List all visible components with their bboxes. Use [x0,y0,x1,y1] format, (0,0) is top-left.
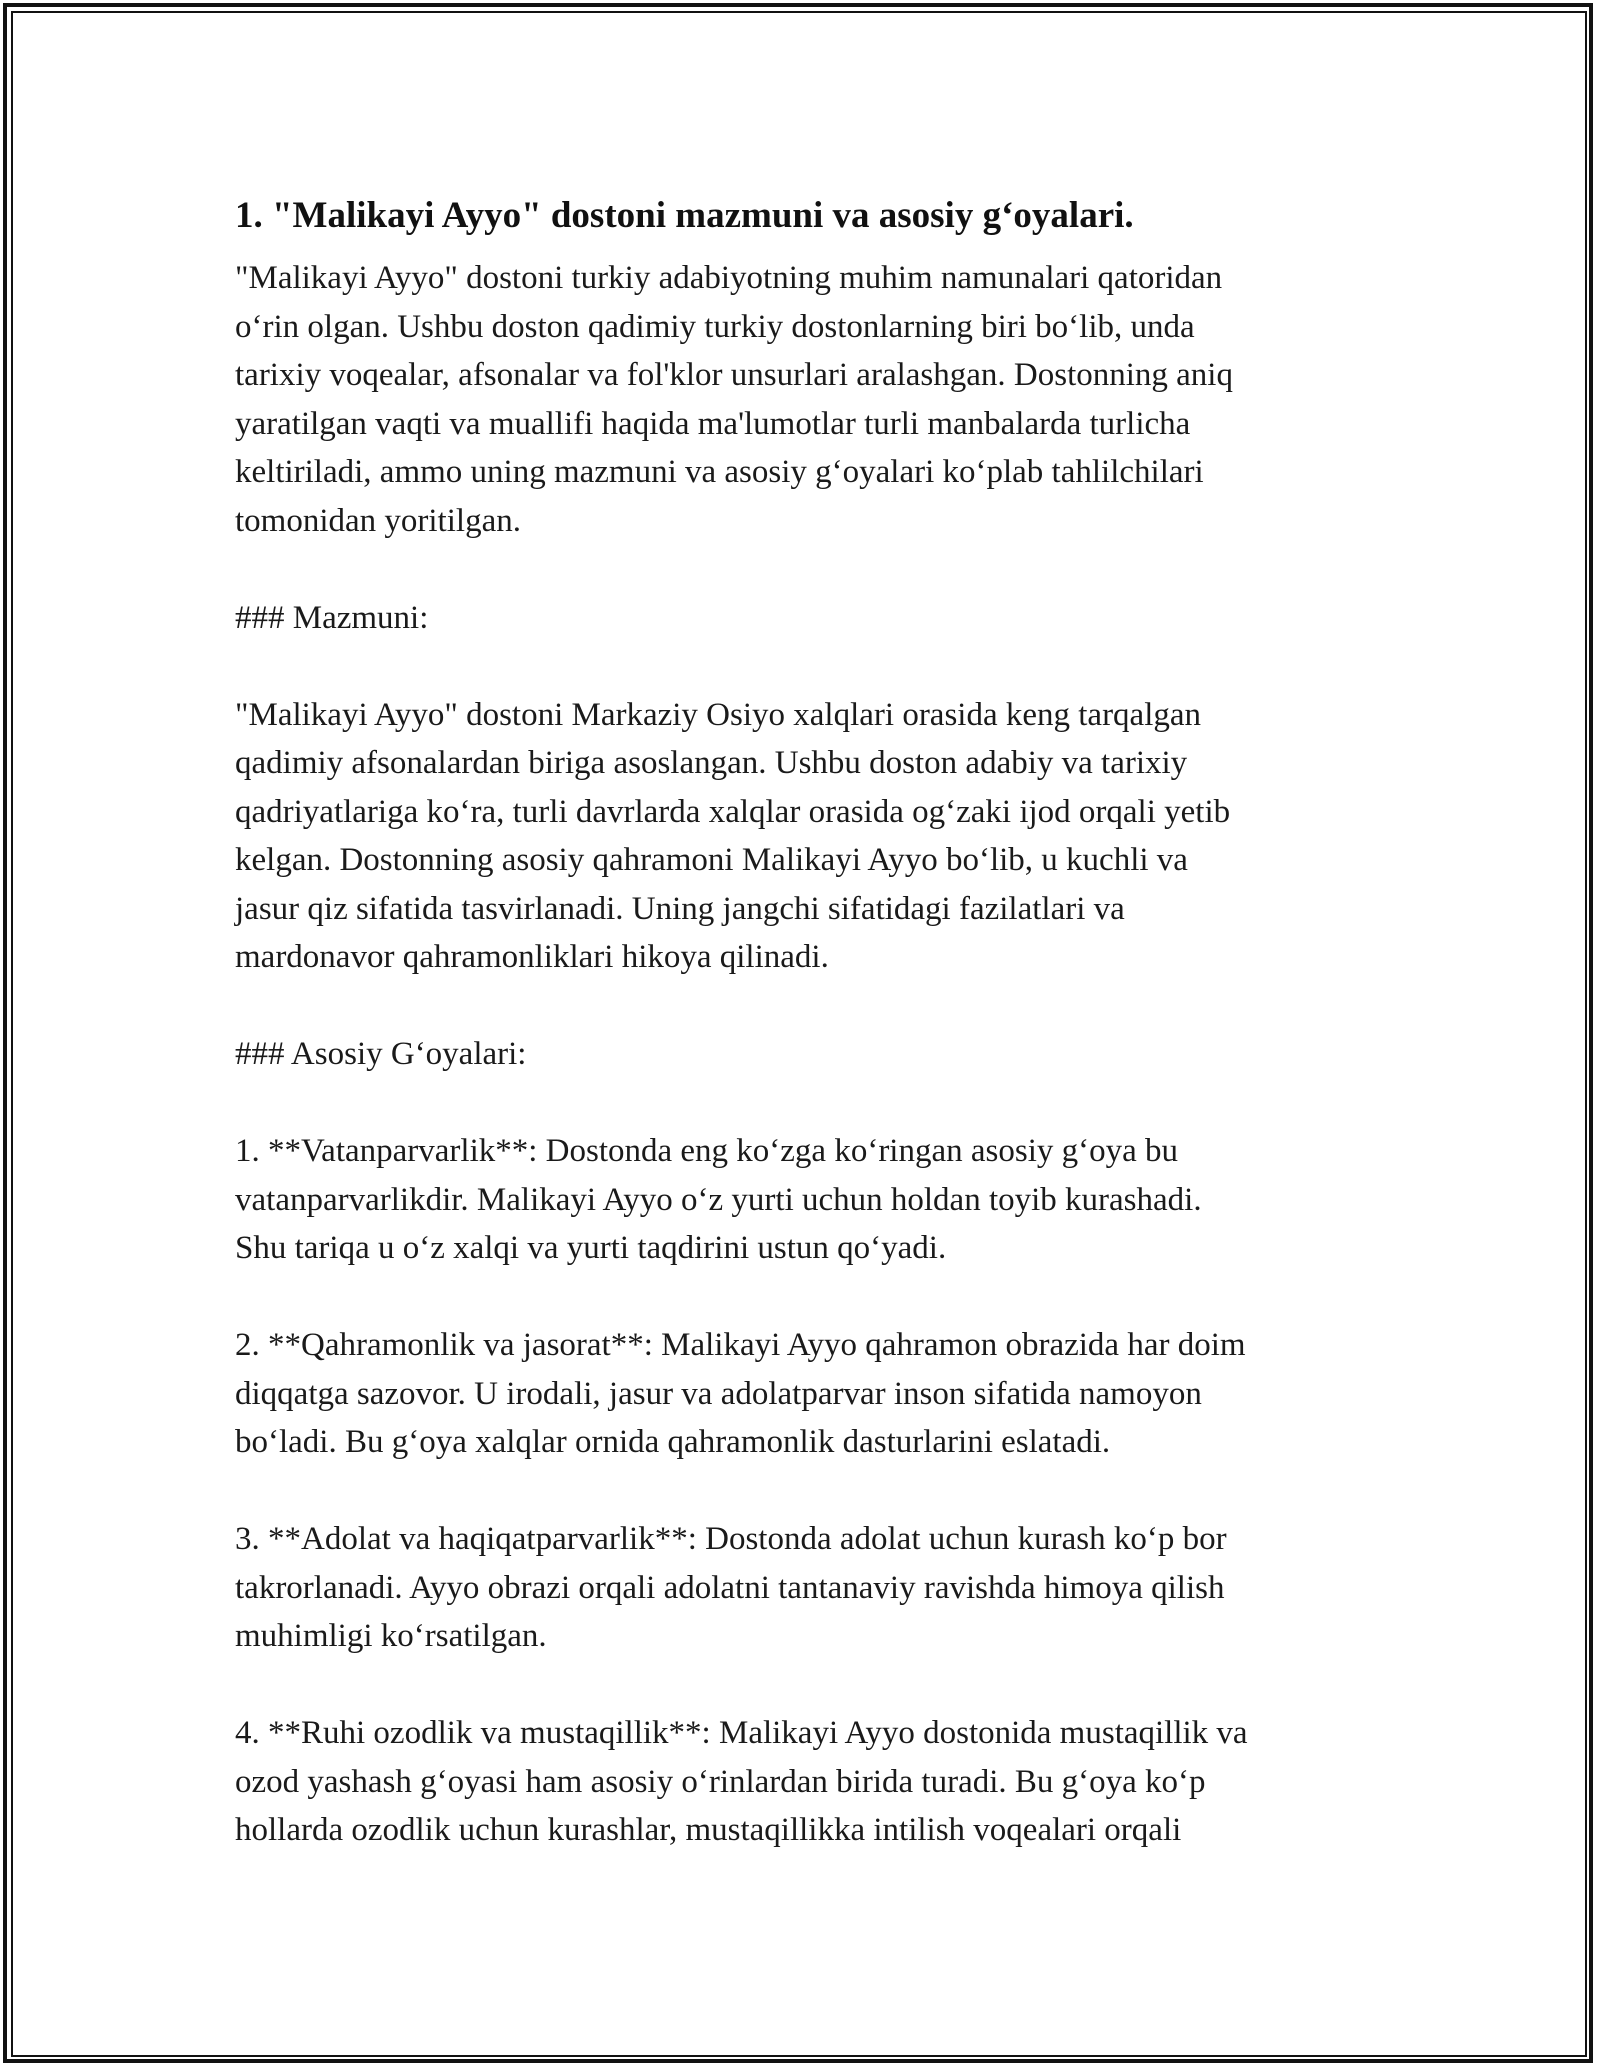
list-item-vatanparvarlik [235,1127,1385,1273]
section-heading-text: ### Asosiy G‘oyalari: [235,1036,527,1072]
paragraph-line: 1. **Vatanparvarlik**: Dostonda eng ko‘zga ko‘ringan asosiy g‘oya bu [235,1133,1179,1169]
paragraph-line: muhimligi ko‘rsatilgan. [235,1618,547,1654]
intro-paragraph [235,254,1385,545]
paragraph-line: keltiriladi, ammo uning mazmuni va asosiy g‘oyalari ko‘plab tahlilchilari [235,454,1204,490]
paragraph-gap [235,545,1385,594]
paragraph-line: o‘rin olgan. Ushbu doston qadimiy turkiy dostonlarning biri bo‘lib, unda [235,308,1195,345]
paragraph-line: kelgan. Dostonning asosiy qahramoni Malikayi Ayyo bo‘lib, u kuchli va [235,842,1188,878]
section-heading-text: ### Mazmuni: [235,599,429,636]
paragraph-line: 3. **Adolat va haqiqatparvarlik**: Dostonda adolat uchun kurash ko‘p bor [235,1521,1227,1557]
paragraph-line: 2. **Qahramonlik va jasorat**: Malikayi Ayyo qahramon obrazida har doim [235,1327,1246,1363]
list-item-qahramonlik [235,1321,1385,1467]
paragraph-line: qadimiy afsonalardan biriga asoslangan. Ushbu doston adabiy va tarixiy [235,745,1188,781]
paragraph-gap [235,1273,1385,1322]
paragraph-line: diqqatga sazovor. U irodali, jasur va adolatparvar inson sifatida namoyon [235,1375,1202,1412]
paragraph-gap [235,642,1385,691]
paragraph-line: tarixiy voqealar, afsonalar va fol'klor unsurlari aralashgan. Dostonning aniq [235,357,1233,393]
paragraph-line: qadriyatlariga ko‘ra, turli davrlarda xalqlar orasida og‘zaki ijod orqali yetib [235,793,1231,830]
paragraph-line: Shu tariqa u o‘z xalqi va yurti taqdirini ustun qo‘yadi. [235,1230,947,1266]
paragraph-line: "Malikayi Ayyo" dostoni turkiy adabiyotning muhim namunalari qatoridan [235,260,1223,296]
mazmuni-paragraph [235,691,1385,982]
paragraph-gap [235,1467,1385,1516]
paragraph-line: ozod yashash g‘oyasi ham asosiy o‘rinlardan birida turadi. Bu g‘oya ko‘p [235,1763,1206,1800]
paragraph-line: tomonidan yoritilgan. [235,502,521,539]
document-body [235,188,1385,1855]
document-title: 1. "Malikayi Ayyo" dostoni mazmuni va asosiy g‘oyalari. [235,195,1134,236]
paragraph-line: bo‘ladi. Bu g‘oya xalqlar ornida qahramonlik dasturlarini eslatadi. [235,1424,1111,1460]
paragraph-line: jasur qiz sifatida tasvirlanadi. Uning jangchi sifatidagi fazilatlari va [235,890,1125,927]
paragraph-gap [235,1661,1385,1710]
paragraph-line: yaratilgan vaqti va muallifi haqida ma'lumotlar turli manbalarda turlicha [235,405,1191,442]
section-heading-mazmuni [235,594,1385,643]
paragraph-line: hollarda ozodlik uchun kurashlar, mustaqillikka intilish voqealari orqali [235,1812,1182,1848]
paragraph-line: mardonavor qahramonliklari hikoya qilinadi. [235,939,829,975]
paragraph-line: vatanparvarlikdir. Malikayi Ayyo o‘z yurti uchun holdan toyib kurashadi. [235,1181,1202,1218]
paragraph-line: "Malikayi Ayyo" dostoni Markaziy Osiyo xalqlari orasida keng tarqalgan [235,696,1202,733]
paragraph-line: 4. **Ruhi ozodlik va mustaqillik**: Malikayi Ayyo dostonida mustaqillik va [235,1715,1248,1751]
paragraph-gap [235,982,1385,1031]
paragraph-line: takrorlanadi. Ayyo obrazi orqali adolatni tantanaviy ravishda himoya qilish [235,1569,1225,1606]
paragraph-gap [235,1079,1385,1128]
list-item-ozodlik [235,1709,1385,1855]
section-heading-asosiy-goyalari [235,1030,1385,1079]
list-item-adolat [235,1515,1385,1661]
